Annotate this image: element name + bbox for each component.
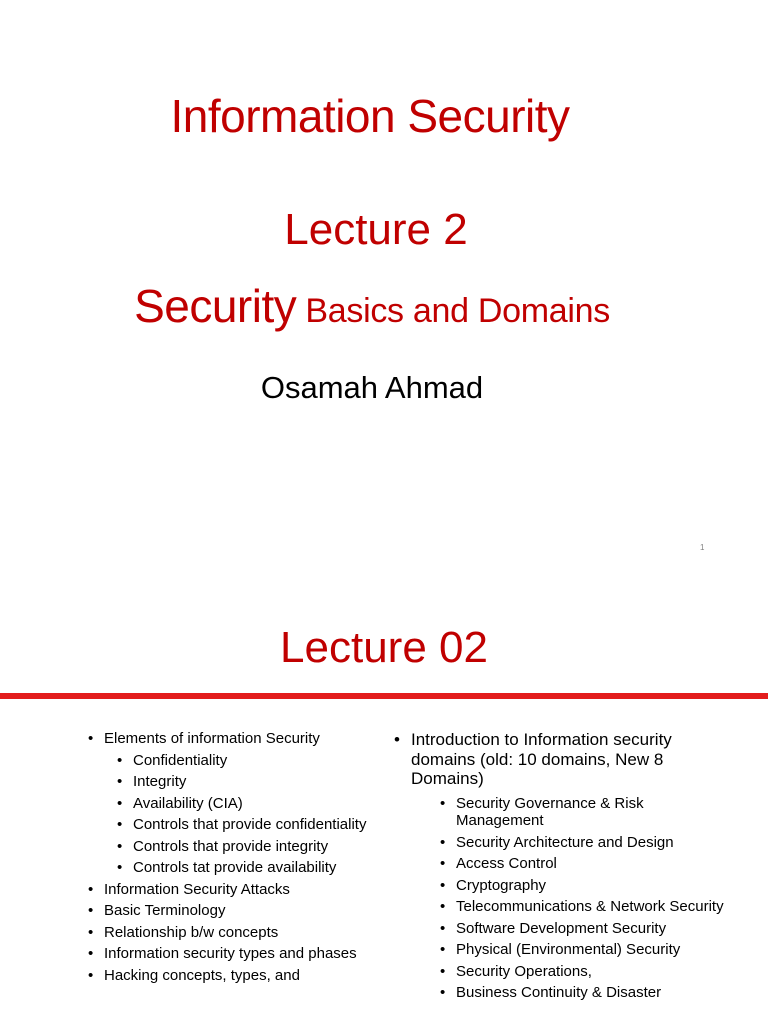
list-item-text: Elements of information Security (104, 730, 320, 747)
bullet-icon: • (440, 898, 446, 915)
page-number: 1 (700, 543, 705, 552)
list-item-text: Introduction to Information security domains (old: 10 domains, New 8 Domains) (411, 730, 672, 788)
bullet-icon: • (88, 923, 94, 941)
bullet-icon: • (117, 837, 123, 855)
bullet-icon: • (440, 876, 446, 894)
bullet-icon: • (117, 773, 123, 790)
sub-list-item-text: Integrity (133, 773, 187, 790)
bullet-icon: • (117, 751, 123, 769)
author-name: Osamah Ahmad (260, 370, 484, 405)
list-item (88, 902, 378, 920)
bullet-icon: • (440, 962, 446, 980)
subtitle-emphasis: Security (134, 280, 297, 332)
topic-list (88, 730, 378, 984)
sub-list-item-text: Controls tat provide availability (133, 859, 337, 876)
bullet-icon: • (440, 984, 446, 1001)
sub-list-item-text: Telecommunications & Network Security (456, 898, 724, 915)
sub-list-item-text: Physical (Environmental) Security (456, 941, 681, 958)
sub-list-item (440, 984, 724, 1002)
list-item (394, 730, 724, 1002)
sub-list-item (117, 773, 378, 791)
subtitle-rest: Basics and Domains (296, 292, 610, 330)
sub-list-item-text: Confidentiality (133, 751, 228, 769)
list-item (88, 945, 378, 963)
sub-list-item (117, 859, 378, 877)
sub-list-item (440, 834, 724, 852)
list-item-text: Basic Terminology (104, 902, 226, 919)
slide-title: Lecture 02 (280, 623, 488, 672)
sub-list-item (117, 838, 378, 856)
bullet-icon: • (117, 859, 123, 876)
list-item (88, 730, 378, 877)
bullet-icon: • (440, 794, 446, 812)
sub-list-item-text: Controls that provide integrity (133, 837, 329, 855)
bullet-icon: • (440, 855, 446, 872)
bullet-icon: • (394, 730, 400, 749)
lecture-number: Lecture 2 (284, 205, 468, 254)
sub-list-item (117, 816, 378, 834)
sub-list-item (440, 795, 724, 830)
list-item (88, 967, 378, 985)
sub-list-item (440, 898, 724, 916)
slide-2 (0, 576, 768, 1024)
list-item (88, 881, 378, 899)
sub-list-item-text: Security Architecture and Design (456, 833, 674, 851)
bullet-icon: • (88, 945, 94, 962)
title-divider (0, 693, 768, 699)
bullet-icon: • (88, 880, 94, 898)
sub-list-item (117, 752, 378, 770)
list-item-text: Information Security Attacks (104, 880, 290, 898)
bullet-icon: • (88, 966, 94, 984)
sub-list-item (117, 795, 378, 813)
list-item (88, 924, 378, 942)
sub-list-item-text: Access Control (456, 855, 557, 872)
bullet-icon: • (88, 902, 94, 919)
bullet-icon: • (117, 816, 123, 833)
sub-list-item (440, 963, 724, 981)
sub-list-item-text: Security Governance & Risk Management (456, 794, 644, 829)
bullet-icon: • (440, 941, 446, 958)
right-column (394, 730, 724, 1006)
left-column (88, 730, 378, 988)
domain-list (394, 730, 724, 1002)
sub-list-item-text: Cryptography (456, 876, 547, 894)
bullet-icon: • (440, 919, 446, 937)
bullet-icon: • (117, 794, 123, 812)
sub-list-item-text: Business Continuity & Disaster (456, 984, 662, 1001)
sub-list-item-text: Availability (CIA) (133, 794, 243, 812)
sub-list-item (440, 920, 724, 938)
slide-subtitle (0, 274, 744, 350)
list-item-text: Information security types and phases (104, 945, 357, 962)
bullet-icon: • (88, 730, 94, 747)
list-item-text: Relationship b/w concepts (104, 923, 279, 941)
list-item-text: Hacking concepts, types, and (104, 966, 300, 984)
sub-list-item-text: Security Operations, (456, 962, 592, 980)
bullet-icon: • (440, 833, 446, 851)
sub-list-item (440, 855, 724, 873)
sub-list (440, 795, 724, 1002)
sub-list-item-text: Controls that provide confidentiality (133, 816, 367, 833)
sub-list-item (440, 877, 724, 895)
slide-title: Information Security (170, 90, 570, 142)
sub-list (117, 752, 378, 877)
sub-list-item-text: Software Development Security (456, 919, 667, 937)
sub-list-item (440, 941, 724, 959)
